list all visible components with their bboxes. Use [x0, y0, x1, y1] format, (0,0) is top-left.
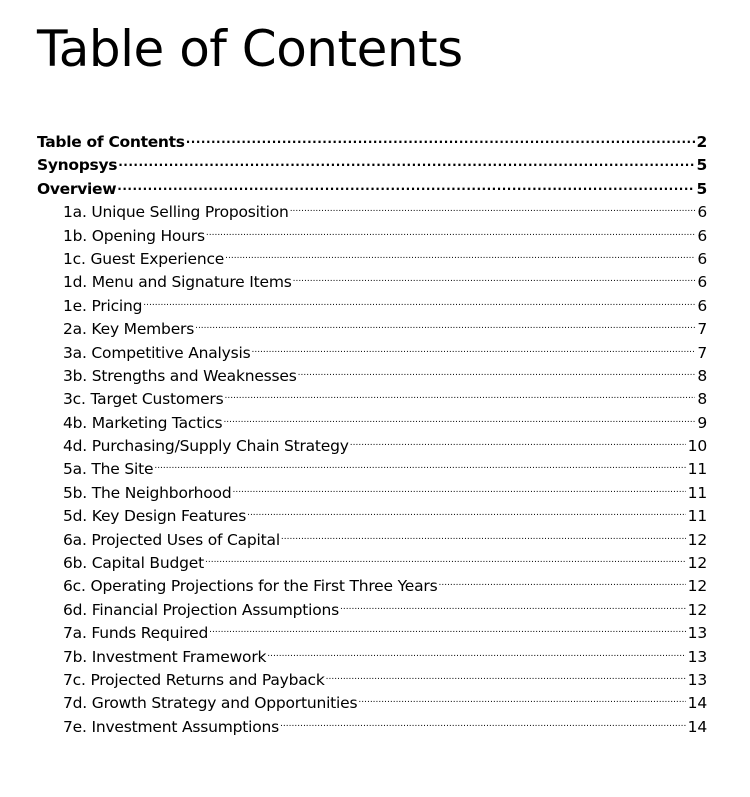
toc-entry-page-number[interactable]: 12	[687, 554, 707, 573]
dot-leader	[297, 365, 696, 381]
toc-entry[interactable]	[0, 342, 750, 365]
toc-entry-page-number[interactable]: 6	[697, 203, 707, 222]
toc-entry[interactable]	[0, 622, 750, 645]
toc-entry-label[interactable]: 7b. Investment Framework	[63, 647, 267, 666]
toc-entry-label[interactable]: Table of Contents	[37, 133, 185, 151]
dot-leader	[223, 389, 695, 405]
toc-entry-page-number[interactable]: 7	[697, 320, 707, 339]
toc-entry-label[interactable]: 1a. Unique Selling Proposition	[63, 203, 289, 222]
toc-entry[interactable]	[0, 248, 750, 271]
toc-entry[interactable]	[0, 388, 750, 411]
table-of-contents	[0, 131, 750, 739]
toc-entry[interactable]	[0, 692, 750, 715]
toc-entry-label[interactable]: 7c. Projected Returns and Payback	[63, 670, 325, 689]
toc-entry-row[interactable]	[63, 646, 707, 669]
toc-entry[interactable]	[0, 178, 750, 201]
dot-leader	[357, 693, 685, 709]
dot-leader	[280, 529, 686, 545]
dot-leader	[292, 272, 696, 288]
toc-entry-label[interactable]: 1d. Menu and Signature Items	[63, 273, 292, 292]
toc-entry-row[interactable]	[63, 248, 707, 271]
toc-entry[interactable]	[0, 131, 750, 154]
toc-entry-label[interactable]: 4b. Marketing Tactics	[63, 413, 223, 432]
toc-entry[interactable]	[0, 201, 750, 224]
toc-entry-row[interactable]	[63, 505, 707, 528]
toc-entry-page-number[interactable]: 6	[697, 273, 707, 292]
dot-leader	[185, 132, 695, 148]
toc-entry-page-number[interactable]: 11	[687, 460, 707, 479]
toc-entry-row[interactable]	[63, 458, 707, 481]
toc-entry-page-number[interactable]: 5	[696, 179, 707, 198]
dot-leader	[289, 202, 696, 218]
dot-leader	[349, 436, 686, 452]
toc-entry-page-number[interactable]: 6	[697, 249, 707, 268]
dot-leader	[231, 482, 685, 498]
toc-entry-row[interactable]	[63, 529, 707, 552]
toc-entry-label[interactable]: 4d. Purchasing/Supply Chain Strategy	[63, 437, 349, 456]
toc-entry[interactable]	[0, 271, 750, 294]
toc-entry-page-number[interactable]: 14	[687, 694, 707, 713]
toc-entry-label[interactable]: 5b. The Neighborhood	[63, 483, 232, 502]
toc-entry-page-number[interactable]: 12	[687, 577, 707, 596]
toc-entry-page-number[interactable]: 10	[687, 437, 707, 456]
toc-entry-row[interactable]	[63, 201, 707, 224]
dot-leader	[205, 225, 695, 241]
toc-entry[interactable]	[0, 529, 750, 552]
toc-entry-label[interactable]: 3b. Strengths and Weaknesses	[63, 366, 297, 385]
toc-entry-row[interactable]	[63, 365, 707, 388]
toc-entry-page-number[interactable]: 6	[697, 296, 707, 315]
toc-entry-row[interactable]	[37, 131, 707, 154]
toc-entry-page-number[interactable]: 12	[687, 530, 707, 549]
toc-entry-page-number[interactable]: 6	[697, 226, 707, 245]
toc-entry-row[interactable]	[63, 388, 707, 411]
dot-leader	[325, 669, 686, 685]
dot-leader	[208, 623, 686, 639]
dot-leader	[153, 459, 685, 475]
toc-entry[interactable]	[0, 225, 750, 248]
toc-entry-label[interactable]: 1c. Guest Experience	[63, 249, 225, 268]
toc-entry-page-number[interactable]: 13	[687, 624, 707, 643]
toc-entry-row[interactable]	[63, 295, 707, 318]
dot-leader	[250, 342, 695, 358]
dot-leader	[204, 553, 686, 569]
toc-entry-row[interactable]	[63, 599, 707, 622]
toc-entry[interactable]	[0, 295, 750, 318]
toc-entry-label[interactable]: 7e. Investment Assumptions	[63, 717, 280, 736]
dot-leader	[194, 319, 695, 335]
dot-leader	[437, 576, 685, 592]
toc-entry[interactable]	[0, 716, 750, 739]
toc-entry-row[interactable]	[63, 716, 707, 739]
toc-entry-page-number[interactable]: 2	[696, 133, 707, 151]
toc-entry-row[interactable]	[63, 435, 707, 458]
dot-leader	[142, 295, 695, 311]
toc-entry-row[interactable]	[63, 342, 707, 365]
dot-leader	[339, 599, 686, 615]
toc-entry-label[interactable]: 1b. Opening Hours	[63, 226, 205, 245]
toc-entry-label[interactable]: Synopsys	[37, 156, 118, 175]
toc-entry-label[interactable]: 6a. Projected Uses of Capital	[63, 530, 280, 549]
toc-entry-page-number[interactable]: 12	[687, 600, 707, 619]
toc-entry-page-number[interactable]: 8	[697, 366, 707, 385]
toc-entry[interactable]	[0, 482, 750, 505]
dot-leader	[246, 506, 686, 522]
toc-entry[interactable]	[0, 599, 750, 622]
toc-entry-page-number[interactable]: 9	[697, 413, 707, 432]
toc-entry[interactable]	[0, 154, 750, 177]
toc-entry[interactable]	[0, 318, 750, 341]
toc-entry[interactable]	[0, 669, 750, 692]
toc-entry-label[interactable]: 3c. Target Customers	[63, 390, 224, 409]
toc-entry-label[interactable]: 7d. Growth Strategy and Opportunities	[63, 694, 358, 713]
toc-entry-page-number[interactable]: 8	[697, 390, 707, 409]
toc-entry[interactable]	[0, 505, 750, 528]
toc-entry-page-number[interactable]: 11	[687, 483, 707, 502]
dot-leader	[222, 412, 695, 428]
dot-leader	[266, 646, 685, 662]
toc-entry-page-number[interactable]: 5	[696, 156, 707, 175]
toc-entry[interactable]	[0, 646, 750, 669]
toc-entry-label[interactable]: 6b. Capital Budget	[63, 554, 204, 573]
toc-entry-label[interactable]: 1e. Pricing	[63, 296, 143, 315]
toc-entry-row[interactable]	[63, 692, 707, 715]
toc-entry-row[interactable]	[37, 178, 707, 201]
toc-entry-row[interactable]	[63, 225, 707, 248]
toc-entry-page-number[interactable]: 13	[687, 647, 707, 666]
toc-entry[interactable]	[0, 458, 750, 481]
dot-leader	[279, 716, 686, 732]
toc-entry-row[interactable]	[63, 575, 707, 598]
toc-entry-label[interactable]: 3a. Competitive Analysis	[63, 343, 251, 362]
toc-entry-label[interactable]: 7a. Funds Required	[63, 624, 209, 643]
toc-entry[interactable]	[0, 552, 750, 575]
toc-entry[interactable]	[0, 412, 750, 435]
toc-entry-row[interactable]	[63, 552, 707, 575]
toc-entry-label[interactable]: 6d. Financial Projection Assumptions	[63, 600, 340, 619]
toc-entry-page-number[interactable]: 14	[687, 717, 707, 736]
toc-entry-row[interactable]	[63, 482, 707, 505]
page-title: Table of Contents	[37, 20, 463, 78]
toc-entry-label[interactable]: 6c. Operating Projections for the First Three Years	[63, 577, 438, 596]
toc-entry-row[interactable]	[63, 669, 707, 692]
toc-entry-page-number[interactable]: 7	[697, 343, 707, 362]
dot-leader	[224, 248, 695, 264]
toc-entry-row[interactable]	[63, 318, 707, 341]
toc-entry-label[interactable]: 2a. Key Members	[63, 320, 195, 339]
toc-entry[interactable]	[0, 575, 750, 598]
toc-entry-row[interactable]	[63, 412, 707, 435]
toc-entry-page-number[interactable]: 11	[687, 507, 707, 526]
toc-entry-page-number[interactable]: 13	[687, 670, 707, 689]
dot-leader	[116, 178, 694, 194]
toc-entry-row[interactable]	[63, 271, 707, 294]
toc-entry[interactable]	[0, 435, 750, 458]
toc-entry-label[interactable]: 5d. Key Design Features	[63, 507, 247, 526]
toc-entry-label[interactable]: Overview	[37, 179, 117, 198]
toc-entry[interactable]	[0, 365, 750, 388]
toc-entry-row[interactable]	[63, 622, 707, 645]
toc-entry-label[interactable]: 5a. The Site	[63, 460, 154, 479]
dot-leader	[117, 155, 694, 171]
toc-entry-row[interactable]	[37, 154, 707, 177]
